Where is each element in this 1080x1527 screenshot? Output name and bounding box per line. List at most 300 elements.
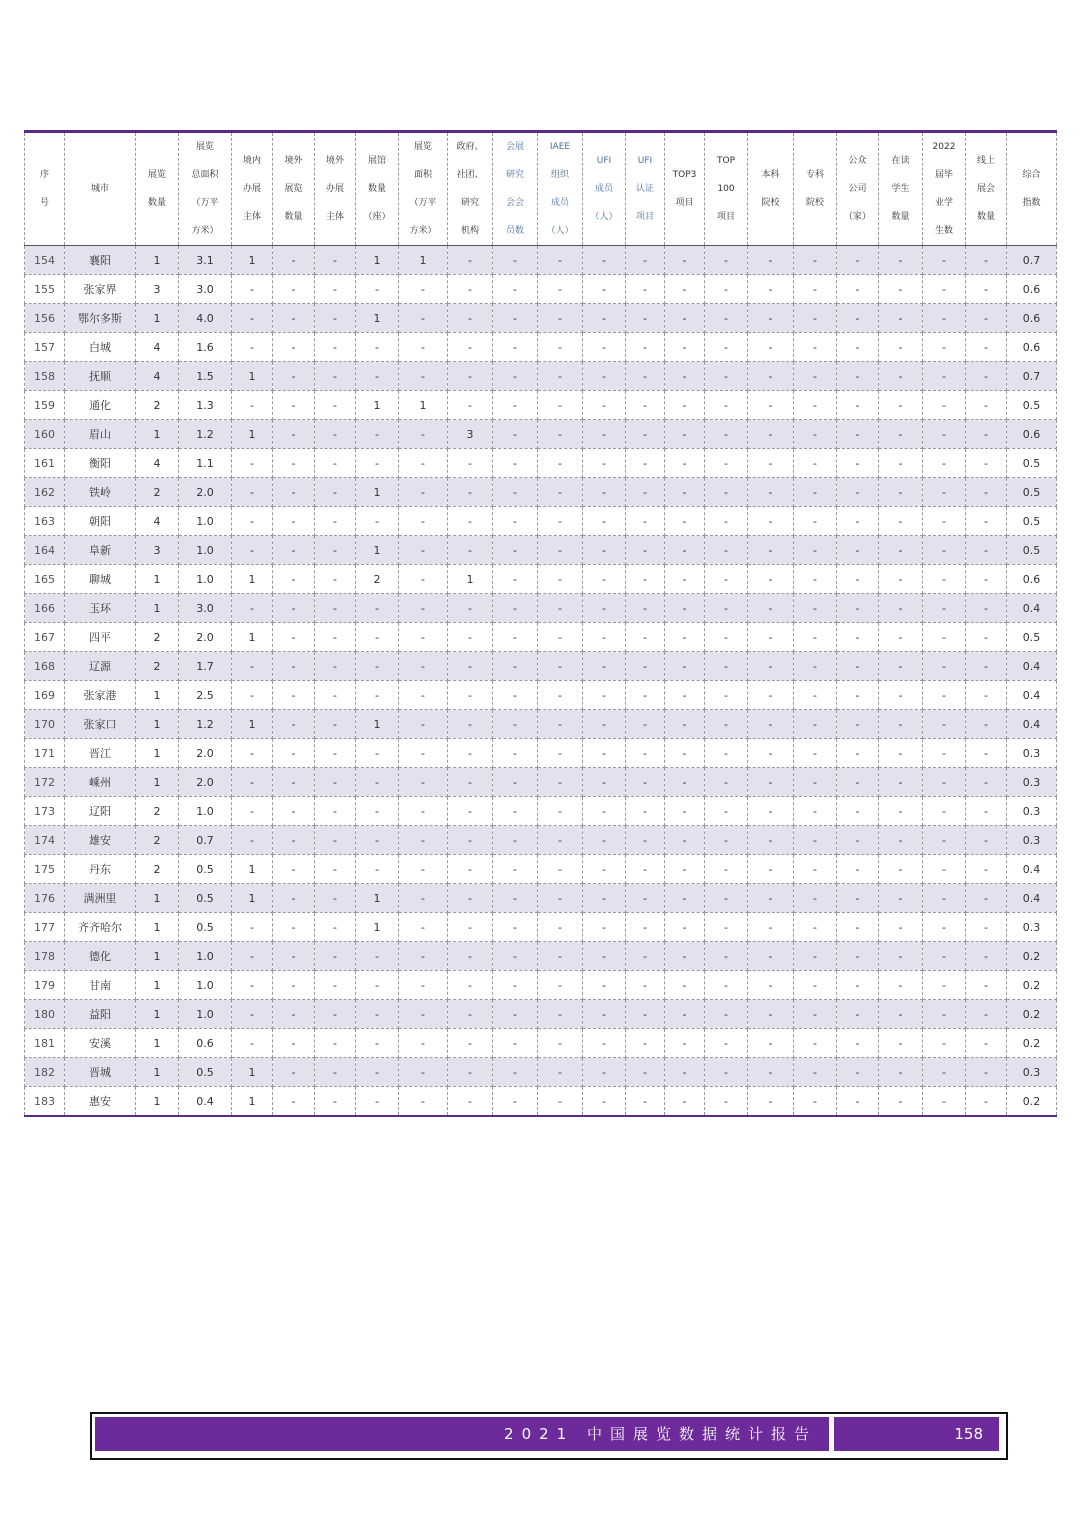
value-cell: - <box>583 478 626 507</box>
value-cell: - <box>448 507 493 536</box>
value-cell: 1 <box>399 246 448 275</box>
value-cell: - <box>837 1058 879 1087</box>
value-cell: - <box>966 333 1007 362</box>
value-cell: - <box>966 304 1007 333</box>
value-cell: - <box>626 594 665 623</box>
column-header: 境外 展览 数量 <box>273 132 315 246</box>
city-cell: 丹东 <box>65 855 136 884</box>
value-cell: - <box>879 739 923 768</box>
value-cell: - <box>705 826 748 855</box>
value-cell: - <box>493 275 538 304</box>
value-cell: - <box>837 1029 879 1058</box>
value-cell: - <box>583 1058 626 1087</box>
value-cell: - <box>879 855 923 884</box>
value-cell: - <box>315 623 356 652</box>
value-cell: - <box>448 1029 493 1058</box>
value-cell: - <box>923 855 966 884</box>
value-cell: - <box>399 362 448 391</box>
table-row <box>25 797 1057 826</box>
value-cell: 1 <box>232 623 273 652</box>
table-header-row <box>25 132 1057 246</box>
value-cell: - <box>493 855 538 884</box>
value-cell: - <box>232 275 273 304</box>
value-cell: - <box>626 275 665 304</box>
value-cell: - <box>705 1000 748 1029</box>
value-cell: - <box>837 797 879 826</box>
value-cell: 0.3 <box>1007 826 1057 855</box>
value-cell: - <box>356 1000 399 1029</box>
rank-cell: 180 <box>25 1000 65 1029</box>
value-cell: - <box>705 971 748 1000</box>
value-cell: - <box>837 913 879 942</box>
value-cell: - <box>583 275 626 304</box>
value-cell: - <box>705 1029 748 1058</box>
table-row <box>25 275 1057 304</box>
value-cell: - <box>448 333 493 362</box>
value-cell: - <box>448 652 493 681</box>
value-cell: 2.0 <box>179 478 232 507</box>
value-cell: 2 <box>136 855 179 884</box>
value-cell: - <box>315 275 356 304</box>
value-cell: - <box>748 536 794 565</box>
table-row <box>25 246 1057 275</box>
value-cell: - <box>626 420 665 449</box>
value-cell: - <box>837 942 879 971</box>
value-cell: - <box>356 420 399 449</box>
table-body <box>25 246 1057 1117</box>
value-cell: - <box>315 913 356 942</box>
value-cell: - <box>879 478 923 507</box>
value-cell: - <box>493 420 538 449</box>
value-cell: - <box>794 797 837 826</box>
value-cell: 3 <box>448 420 493 449</box>
value-cell: - <box>273 1029 315 1058</box>
value-cell: - <box>879 913 923 942</box>
value-cell: 1 <box>232 855 273 884</box>
value-cell: - <box>583 565 626 594</box>
value-cell: - <box>273 826 315 855</box>
rank-cell: 177 <box>25 913 65 942</box>
value-cell: - <box>966 768 1007 797</box>
value-cell: - <box>583 971 626 1000</box>
value-cell: 4.0 <box>179 304 232 333</box>
value-cell: - <box>356 942 399 971</box>
value-cell: - <box>273 739 315 768</box>
value-cell: - <box>705 1087 748 1117</box>
value-cell: 2 <box>136 391 179 420</box>
value-cell: - <box>705 391 748 420</box>
value-cell: - <box>583 942 626 971</box>
value-cell: 0.6 <box>1007 420 1057 449</box>
value-cell: - <box>583 768 626 797</box>
value-cell: 0.4 <box>1007 681 1057 710</box>
value-cell: - <box>705 362 748 391</box>
value-cell: - <box>794 942 837 971</box>
city-cell: 辽源 <box>65 652 136 681</box>
value-cell: - <box>538 739 583 768</box>
value-cell: 2.0 <box>179 768 232 797</box>
value-cell: - <box>837 275 879 304</box>
value-cell: 1.7 <box>179 652 232 681</box>
value-cell: - <box>493 913 538 942</box>
value-cell: - <box>448 884 493 913</box>
value-cell: - <box>923 478 966 507</box>
value-cell: 0.5 <box>179 855 232 884</box>
table-row <box>25 1087 1057 1117</box>
value-cell: - <box>399 826 448 855</box>
value-cell: - <box>232 652 273 681</box>
value-cell: 4 <box>136 362 179 391</box>
value-cell: - <box>356 971 399 1000</box>
value-cell: 1 <box>136 768 179 797</box>
value-cell: - <box>879 681 923 710</box>
city-cell: 白城 <box>65 333 136 362</box>
value-cell: - <box>626 768 665 797</box>
value-cell: 0.5 <box>179 1058 232 1087</box>
value-cell: - <box>273 507 315 536</box>
table-row <box>25 710 1057 739</box>
value-cell: - <box>583 623 626 652</box>
value-cell: 2 <box>136 826 179 855</box>
value-cell: 3.1 <box>179 246 232 275</box>
value-cell: - <box>923 797 966 826</box>
value-cell: 1.0 <box>179 797 232 826</box>
value-cell: - <box>665 797 705 826</box>
column-header: 会展 研究 会会 员数 <box>493 132 538 246</box>
value-cell: - <box>923 449 966 478</box>
value-cell: - <box>879 333 923 362</box>
value-cell: - <box>705 681 748 710</box>
value-cell: - <box>626 333 665 362</box>
value-cell: 4 <box>136 449 179 478</box>
city-cell: 晋江 <box>65 739 136 768</box>
column-header: 展览 数量 <box>136 132 179 246</box>
value-cell: 1 <box>356 391 399 420</box>
column-header: TOP 100 项目 <box>705 132 748 246</box>
value-cell: - <box>273 304 315 333</box>
value-cell: - <box>665 478 705 507</box>
value-cell: - <box>626 710 665 739</box>
value-cell: - <box>966 826 1007 855</box>
value-cell: 1 <box>136 246 179 275</box>
city-cell: 朝阳 <box>65 507 136 536</box>
table-row <box>25 594 1057 623</box>
value-cell: - <box>794 739 837 768</box>
value-cell: - <box>794 594 837 623</box>
value-cell: - <box>356 507 399 536</box>
value-cell: - <box>273 652 315 681</box>
value-cell: - <box>538 971 583 1000</box>
value-cell: - <box>315 971 356 1000</box>
value-cell: - <box>705 507 748 536</box>
value-cell: - <box>794 449 837 478</box>
value-cell: - <box>966 594 1007 623</box>
value-cell: - <box>232 333 273 362</box>
value-cell: - <box>493 681 538 710</box>
value-cell: - <box>794 565 837 594</box>
column-header: 境内 办展 主体 <box>232 132 273 246</box>
value-cell: - <box>966 536 1007 565</box>
rank-cell: 162 <box>25 478 65 507</box>
value-cell: - <box>356 739 399 768</box>
value-cell: - <box>837 623 879 652</box>
value-cell: - <box>448 942 493 971</box>
value-cell: - <box>705 565 748 594</box>
value-cell: - <box>665 826 705 855</box>
value-cell: - <box>748 565 794 594</box>
value-cell: 0.5 <box>1007 623 1057 652</box>
value-cell: - <box>399 333 448 362</box>
rank-cell: 179 <box>25 971 65 1000</box>
value-cell: - <box>493 739 538 768</box>
value-cell: - <box>665 855 705 884</box>
value-cell: - <box>232 507 273 536</box>
table-row <box>25 536 1057 565</box>
value-cell: - <box>315 1029 356 1058</box>
value-cell: 2.5 <box>179 681 232 710</box>
value-cell: - <box>315 884 356 913</box>
city-cell: 甘南 <box>65 971 136 1000</box>
value-cell: - <box>794 652 837 681</box>
value-cell: - <box>583 362 626 391</box>
value-cell: - <box>665 1000 705 1029</box>
value-cell: - <box>665 362 705 391</box>
value-cell: 1 <box>356 246 399 275</box>
value-cell: - <box>399 536 448 565</box>
value-cell: - <box>966 246 1007 275</box>
value-cell: - <box>748 623 794 652</box>
value-cell: - <box>399 884 448 913</box>
value-cell: - <box>538 420 583 449</box>
table-row <box>25 362 1057 391</box>
value-cell: - <box>748 913 794 942</box>
value-cell: - <box>665 391 705 420</box>
value-cell: - <box>493 884 538 913</box>
value-cell: - <box>748 449 794 478</box>
value-cell: - <box>232 913 273 942</box>
value-cell: - <box>923 391 966 420</box>
value-cell: - <box>794 623 837 652</box>
value-cell: - <box>923 971 966 1000</box>
city-cell: 雄安 <box>65 826 136 855</box>
value-cell: - <box>665 1087 705 1117</box>
value-cell: - <box>538 768 583 797</box>
city-cell: 益阳 <box>65 1000 136 1029</box>
value-cell: - <box>399 507 448 536</box>
value-cell: - <box>748 246 794 275</box>
city-cell: 玉环 <box>65 594 136 623</box>
column-header: 线上 展会 数量 <box>966 132 1007 246</box>
value-cell: 1.2 <box>179 420 232 449</box>
table-row <box>25 623 1057 652</box>
value-cell: 2 <box>136 797 179 826</box>
table-row <box>25 1000 1057 1029</box>
value-cell: - <box>837 333 879 362</box>
rank-cell: 169 <box>25 681 65 710</box>
column-header: 展览 面积 （万平 方米） <box>399 132 448 246</box>
value-cell: - <box>626 826 665 855</box>
value-cell: - <box>448 362 493 391</box>
value-cell: - <box>399 304 448 333</box>
value-cell: - <box>665 449 705 478</box>
value-cell: - <box>923 739 966 768</box>
value-cell: 1 <box>356 304 399 333</box>
value-cell: - <box>705 739 748 768</box>
value-cell: - <box>232 942 273 971</box>
value-cell: - <box>794 333 837 362</box>
value-cell: 1 <box>232 710 273 739</box>
column-header: TOP3 项目 <box>665 132 705 246</box>
value-cell: - <box>794 304 837 333</box>
value-cell: - <box>399 855 448 884</box>
value-cell: - <box>493 565 538 594</box>
value-cell: - <box>232 768 273 797</box>
column-header: 本科 院校 <box>748 132 794 246</box>
value-cell: - <box>356 681 399 710</box>
value-cell: - <box>538 362 583 391</box>
value-cell: - <box>923 623 966 652</box>
value-cell: 0.6 <box>1007 333 1057 362</box>
value-cell: - <box>399 681 448 710</box>
value-cell: 1 <box>356 478 399 507</box>
value-cell: - <box>626 1000 665 1029</box>
value-cell: - <box>448 971 493 1000</box>
value-cell: 1 <box>136 304 179 333</box>
value-cell: - <box>748 739 794 768</box>
value-cell: - <box>837 652 879 681</box>
value-cell: - <box>448 855 493 884</box>
value-cell: - <box>879 710 923 739</box>
value-cell: 1 <box>232 362 273 391</box>
value-cell: - <box>966 1029 1007 1058</box>
value-cell: - <box>966 478 1007 507</box>
value-cell: - <box>879 362 923 391</box>
value-cell: - <box>923 507 966 536</box>
value-cell: - <box>794 855 837 884</box>
rank-cell: 161 <box>25 449 65 478</box>
value-cell: - <box>315 507 356 536</box>
value-cell: - <box>748 768 794 797</box>
value-cell: - <box>538 1000 583 1029</box>
value-cell: 4 <box>136 507 179 536</box>
city-cell: 衡阳 <box>65 449 136 478</box>
value-cell: - <box>315 826 356 855</box>
city-cell: 铁岭 <box>65 478 136 507</box>
value-cell: - <box>399 971 448 1000</box>
value-cell: - <box>448 826 493 855</box>
rank-cell: 175 <box>25 855 65 884</box>
value-cell: - <box>837 855 879 884</box>
rank-cell: 171 <box>25 739 65 768</box>
value-cell: - <box>399 1029 448 1058</box>
value-cell: - <box>626 362 665 391</box>
value-cell: - <box>794 362 837 391</box>
value-cell: - <box>705 420 748 449</box>
value-cell: - <box>794 1058 837 1087</box>
value-cell: - <box>794 971 837 1000</box>
value-cell: - <box>626 797 665 826</box>
value-cell: - <box>273 275 315 304</box>
value-cell: - <box>794 1000 837 1029</box>
city-cell: 安溪 <box>65 1029 136 1058</box>
value-cell: - <box>399 710 448 739</box>
value-cell: 0.5 <box>1007 536 1057 565</box>
value-cell: - <box>356 768 399 797</box>
value-cell: - <box>315 1058 356 1087</box>
value-cell: 3.0 <box>179 594 232 623</box>
value-cell: - <box>538 565 583 594</box>
value-cell: 1 <box>356 884 399 913</box>
value-cell: - <box>705 652 748 681</box>
city-cell: 襄阳 <box>65 246 136 275</box>
value-cell: - <box>273 942 315 971</box>
value-cell: - <box>626 391 665 420</box>
value-cell: - <box>966 391 1007 420</box>
value-cell: - <box>583 710 626 739</box>
city-cell: 眉山 <box>65 420 136 449</box>
table-row <box>25 1058 1057 1087</box>
value-cell: - <box>273 855 315 884</box>
value-cell: - <box>315 681 356 710</box>
value-cell: - <box>538 333 583 362</box>
value-cell: - <box>837 246 879 275</box>
value-cell: - <box>448 739 493 768</box>
column-header: IAEE 组织 成员 （人） <box>538 132 583 246</box>
value-cell: - <box>273 420 315 449</box>
city-cell: 嵊州 <box>65 768 136 797</box>
value-cell: - <box>315 246 356 275</box>
value-cell: - <box>583 739 626 768</box>
value-cell: - <box>538 449 583 478</box>
value-cell: - <box>665 710 705 739</box>
value-cell: - <box>837 681 879 710</box>
column-header: 城市 <box>65 132 136 246</box>
value-cell: 0.3 <box>1007 768 1057 797</box>
value-cell: 1 <box>136 739 179 768</box>
table-row <box>25 391 1057 420</box>
value-cell: - <box>356 623 399 652</box>
value-cell: 1 <box>399 391 448 420</box>
value-cell: - <box>583 507 626 536</box>
value-cell: - <box>923 681 966 710</box>
value-cell: - <box>448 275 493 304</box>
value-cell: - <box>665 420 705 449</box>
rank-cell: 170 <box>25 710 65 739</box>
value-cell: - <box>748 478 794 507</box>
value-cell: - <box>966 565 1007 594</box>
value-cell: - <box>583 304 626 333</box>
value-cell: - <box>493 971 538 1000</box>
value-cell: 0.2 <box>1007 971 1057 1000</box>
value-cell: - <box>705 797 748 826</box>
value-cell: - <box>626 304 665 333</box>
value-cell: 0.6 <box>1007 275 1057 304</box>
value-cell: - <box>356 1029 399 1058</box>
value-cell: - <box>923 275 966 304</box>
value-cell: - <box>448 536 493 565</box>
value-cell: - <box>273 362 315 391</box>
rank-cell: 166 <box>25 594 65 623</box>
value-cell: - <box>879 1029 923 1058</box>
value-cell: - <box>794 826 837 855</box>
value-cell: - <box>538 681 583 710</box>
value-cell: - <box>448 246 493 275</box>
value-cell: - <box>923 333 966 362</box>
table-row <box>25 739 1057 768</box>
value-cell: - <box>538 913 583 942</box>
rank-cell: 157 <box>25 333 65 362</box>
value-cell: - <box>273 565 315 594</box>
